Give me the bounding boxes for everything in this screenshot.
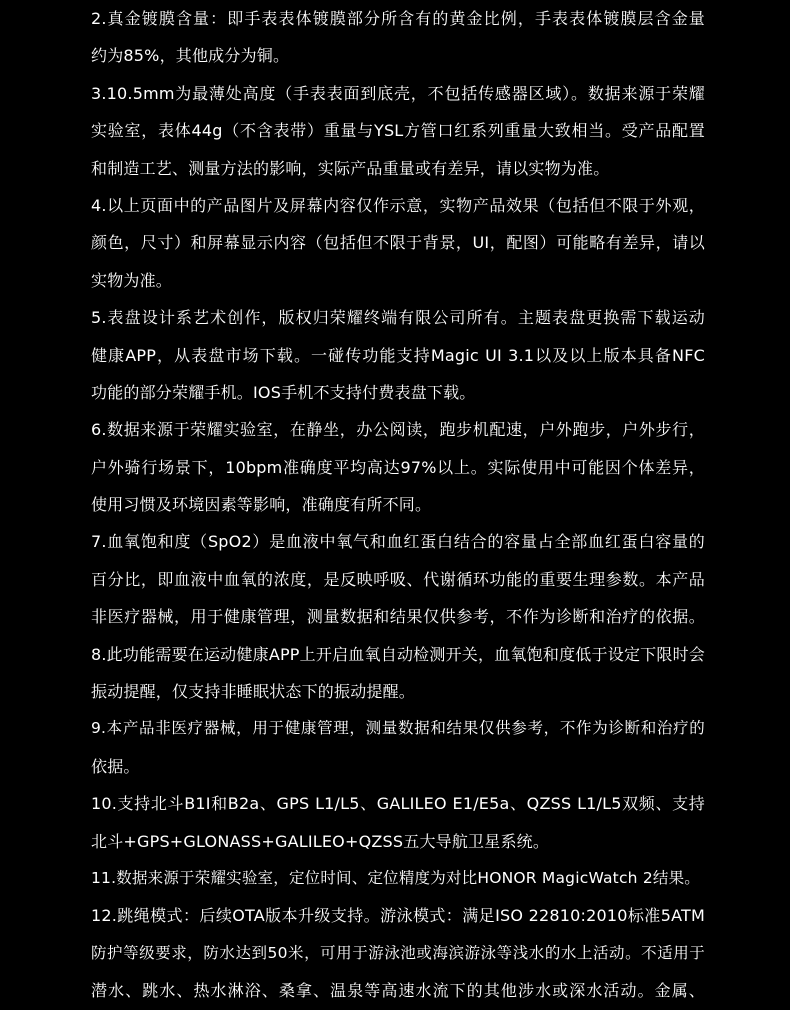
note-item bbox=[91, 897, 705, 1009]
footnotes-list bbox=[91, 0, 705, 1010]
note-line: 7.血氧饱和度（SpO2）是血液中氧气和血红蛋白结合的容量占全部血红蛋白容量的 bbox=[91, 532, 705, 552]
note-line: 功能的部分荣耀手机。IOS手机不支持付费表盘下载。 bbox=[91, 382, 476, 402]
note-line: 4.以上页面中的产品图片及屏幕内容仅作示意，实物产品效果（包括但不限于外观， bbox=[91, 195, 705, 215]
note-line: 健康APP，从表盘市场下载。一碰传功能支持Magic UI 3.1以及以上版本具备NFC bbox=[91, 345, 705, 365]
note-line: 防护等级要求，防水达到50米，可用于游泳池或海滨游泳等浅水的水上活动。不适用于 bbox=[91, 943, 705, 962]
note-item bbox=[91, 785, 705, 860]
note-line: 和制造工艺、测量方法的影响，实际产品重量或有差异，请以实物为准。 bbox=[91, 158, 610, 178]
note-line: 百分比，即血液中血氧的浓度，是反映呼吸、代谢循环功能的重要生理参数。本产品 bbox=[91, 569, 705, 589]
note-line: 约为85%，其他成分为铜。 bbox=[91, 46, 290, 66]
note-line: 北斗+GPS+GLONASS+GALILEO+QZSS五大导航卫星系统。 bbox=[91, 831, 550, 851]
note-line: 11.数据来源于荣耀实验室，定位时间、定位精度为对比HONOR MagicWatch 2结果。 bbox=[91, 868, 700, 887]
note-line: 2.真金镀膜含量：即手表表体镀膜部分所含有的黄金比例，手表表体镀膜层含金量 bbox=[91, 9, 705, 28]
note-line: 实物为准。 bbox=[91, 270, 173, 290]
note-line: 非医疗器械，用于健康管理，测量数据和结果仅供参考，不作为诊断和治疗的依据。 bbox=[91, 607, 705, 627]
note-item bbox=[91, 860, 705, 897]
note-line: 振动提醒，仅支持非睡眠状态下的振动提醒。 bbox=[91, 682, 416, 702]
note-item bbox=[91, 0, 705, 75]
note-line: 6.数据来源于荣耀实验室，在静坐，办公阅读，跑步机配速，户外跑步，户外步行， bbox=[91, 420, 705, 440]
note-item bbox=[91, 636, 705, 711]
note-line: 10.支持北斗B1I和B2a、GPS L1/L5、GALILEO E1/E5a、QZSS L1/L5双频、支持 bbox=[91, 794, 705, 814]
note-item bbox=[91, 710, 705, 785]
note-line: 使用习惯及环境因素等影响，准确度有所不同。 bbox=[91, 495, 432, 515]
note-line: 5.表盘设计系艺术创作，版权归荣耀终端有限公司所有。主题表盘更换需下载运动 bbox=[91, 308, 705, 328]
note-line: 9.本产品非医疗器械，用于健康管理，测量数据和结果仅供参考，不作为诊断和治疗的 bbox=[91, 719, 705, 738]
note-item bbox=[91, 187, 705, 299]
note-item bbox=[91, 299, 705, 411]
note-line: 实验室，表体44g（不含表带）重量与YSL方管口红系列重量大致相当。受产品配置 bbox=[91, 121, 705, 141]
note-line: 户外骑行场景下，10bpm准确度平均高达97%以上。实际使用中可能因个体差异， bbox=[91, 457, 705, 477]
note-line: 8.此功能需要在运动健康APP上开启血氧自动检测开关，血氧饱和度低于设定下限时会 bbox=[91, 644, 705, 664]
note-line: 依据。 bbox=[91, 756, 140, 776]
note-item bbox=[91, 523, 705, 635]
note-line: 12.跳绳模式：后续OTA版本升级支持。游泳模式：满足ISO 22810:2010标准5ATM bbox=[91, 906, 705, 926]
note-item bbox=[91, 75, 705, 187]
note-line: 颜色，尺寸）和屏幕显示内容（包括但不限于背景，UI，配图）可能略有差异，请以 bbox=[91, 233, 705, 253]
note-line: 3.10.5mm为最薄处高度（手表表面到底壳，不包括传感器区域）。数据来源于荣耀 bbox=[91, 83, 705, 103]
note-line: 潜水、跳水、热水淋浴、桑拿、温泉等高速水流下的其他涉水或深水活动。金属、 bbox=[91, 981, 705, 1001]
note-item bbox=[91, 411, 705, 523]
